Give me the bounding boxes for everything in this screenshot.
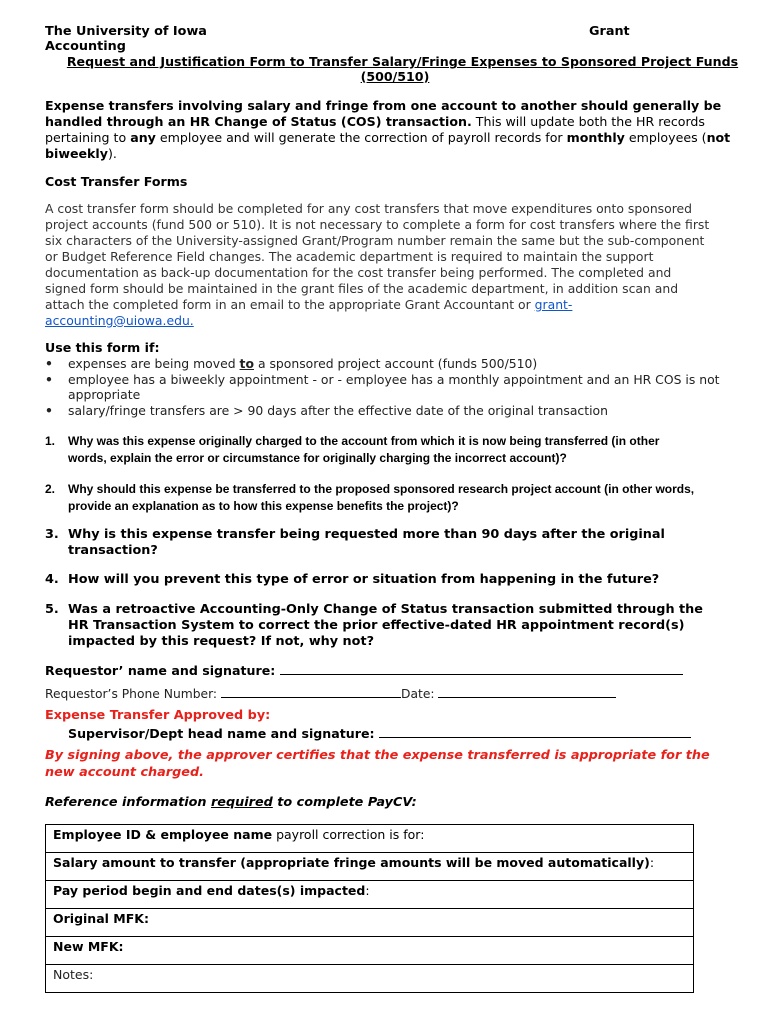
- original-mfk-label: Original MFK:: [53, 911, 149, 926]
- intro-text-1: This will update both the HR records pertaining to: [45, 114, 705, 145]
- notes-label: Notes:: [53, 967, 94, 982]
- employee-label: Employee ID & employee name: [53, 827, 273, 842]
- table-row: [46, 937, 694, 965]
- pay-period-label: Pay period begin and end dates(s) impacted: [53, 883, 366, 898]
- table-row: [46, 825, 694, 853]
- bullet1-post: a sponsored project account (funds 500/510): [257, 356, 538, 371]
- intro-any: any: [130, 130, 156, 145]
- form-title-line2: (500/510): [360, 69, 430, 84]
- phone-label: Requestor’s Phone Number:: [45, 687, 218, 701]
- supervisor-signature-row: [68, 725, 691, 741]
- question-4-text: How will you prevent this type of error or situation from happening in the future?: [68, 572, 660, 587]
- use-form-list: [45, 356, 745, 418]
- form-title-line1: Request and Justification Form to Transfer Salary/Fringe Expenses to Sponsored Project Funds: [66, 54, 739, 69]
- intro-text-2: employee and will generate the correction of payroll records for: [159, 130, 563, 145]
- question-2: [45, 481, 695, 515]
- employee-label-rest: payroll correction is for:: [276, 827, 425, 842]
- question-5-number: 5.: [45, 602, 59, 617]
- date-label: Date:: [401, 687, 435, 701]
- intro-monthly: monthly: [566, 130, 625, 145]
- reference-heading-post: to complete PayCV:: [277, 795, 417, 810]
- question-3-number: 3.: [45, 527, 59, 542]
- use-form-bullet-3: • salary/fringe transfers are > 90 days after the effective date of the original transaction: [45, 403, 745, 419]
- employee-cell[interactable]: [46, 825, 694, 853]
- new-mfk-label: New MFK:: [53, 939, 124, 954]
- requestor-phone-row: [45, 685, 616, 701]
- reference-heading-required: required: [210, 795, 273, 810]
- question-5-text: Was a retroactive Accounting-Only Change of Status transaction submitted through the HR Transaction System to correct the prior effective-dated HR appointment record(s) impacted by this request? If not, why not?: [68, 602, 703, 649]
- reference-heading: [45, 795, 417, 810]
- pay-period-label-rest: :: [365, 883, 370, 898]
- certify-statement: By signing above, the approver certifies that the expense transferred is appropriate for the new account charged.: [45, 748, 710, 780]
- question-3-text: Why is this expense transfer being requested more than 90 days after the original transaction?: [68, 527, 665, 558]
- table-row: [46, 965, 694, 993]
- accounting-label: Accounting: [45, 39, 126, 54]
- question-1-text: Why was this expense originally charged to the account from which it is now being transferred (in other words, explain the error or circumstance for originally charging the incorrect account)?: [68, 434, 660, 465]
- requestor-signature-row: [45, 662, 683, 678]
- pay-period-cell[interactable]: [46, 881, 694, 909]
- bullet1-pre: expenses are being moved: [68, 356, 236, 371]
- requestor-label: Requestor’ name and signature:: [45, 663, 276, 678]
- phone-field[interactable]: [221, 685, 401, 698]
- cost-transfer-body: [45, 201, 713, 329]
- salary-label: Salary amount to transfer (appropriate fringe amounts will be moved automatically): [53, 855, 650, 870]
- question-2-number: 2.: [45, 482, 56, 496]
- salary-cell[interactable]: [46, 853, 694, 881]
- form-title: [45, 54, 745, 84]
- university-name: The University of Iowa: [45, 24, 207, 39]
- use-form-bullet-2: • employee has a biweekly appointment - or - employee has a monthly appointment and an HR COS is not appropriate: [45, 372, 745, 403]
- table-row: [46, 909, 694, 937]
- intro-not-biweekly: not biweekly: [45, 130, 731, 161]
- supervisor-signature-field[interactable]: [379, 725, 691, 738]
- cost-transfer-text: A cost transfer form should be completed for any cost transfers that move expenditures onto sponsored project accounts (fund 500 or 510). It is not necessary to complete a form for cost transfers where the first six characters of the University-assigned Grant/Program number remain the same but the sub-component or Budget Reference Field changes. The academic department is required to maintain the support documentation as back-up documentation for the cost transfer being performed. The completed and signed form should be maintained in the grant files of the academic department, in addition scan and attach the completed form in an email to the appropriate Grant Accountant or: [45, 201, 710, 312]
- grant-accounting-email-link[interactable]: grant-accounting@uiowa.edu.: [45, 297, 573, 328]
- question-1: [45, 433, 695, 467]
- supervisor-label: Supervisor/Dept head name and signature:: [68, 726, 375, 741]
- table-row: [46, 853, 694, 881]
- intro-text-3: employees (: [628, 130, 707, 145]
- question-3: [45, 527, 695, 559]
- question-5: [45, 602, 705, 650]
- table-row: [46, 881, 694, 909]
- reference-table: [45, 824, 694, 993]
- reference-heading-pre: Reference information: [45, 795, 207, 810]
- intro-text-4: ).: [107, 146, 117, 161]
- date-field[interactable]: [438, 685, 616, 698]
- use-form-bullet-1: [45, 356, 745, 372]
- use-form-heading: Use this form if:: [45, 340, 160, 355]
- intro-paragraph: [45, 98, 735, 162]
- question-2-text: Why should this expense be transferred to the proposed sponsored research project account (in other words, provide an explanation as to how this expense benefits the project)?: [68, 482, 695, 513]
- salary-label-rest: :: [649, 855, 655, 870]
- cost-transfer-heading: Cost Transfer Forms: [45, 174, 188, 189]
- intro-bold: Expense transfers involving salary and fringe from one account to another should generally be handled through an HR Change of Status (COS) transaction.: [45, 98, 722, 129]
- requestor-signature-field[interactable]: [280, 662, 683, 675]
- question-4-number: 4.: [45, 572, 59, 587]
- approved-label: Expense Transfer Approved by:: [45, 708, 271, 723]
- question-1-number: 1.: [45, 434, 56, 448]
- grant-label: Grant: [589, 24, 630, 39]
- new-mfk-cell[interactable]: [46, 937, 694, 965]
- original-mfk-cell[interactable]: [46, 909, 694, 937]
- question-4: [45, 572, 695, 588]
- bullet1-to: to: [239, 356, 254, 371]
- notes-cell[interactable]: [46, 965, 694, 993]
